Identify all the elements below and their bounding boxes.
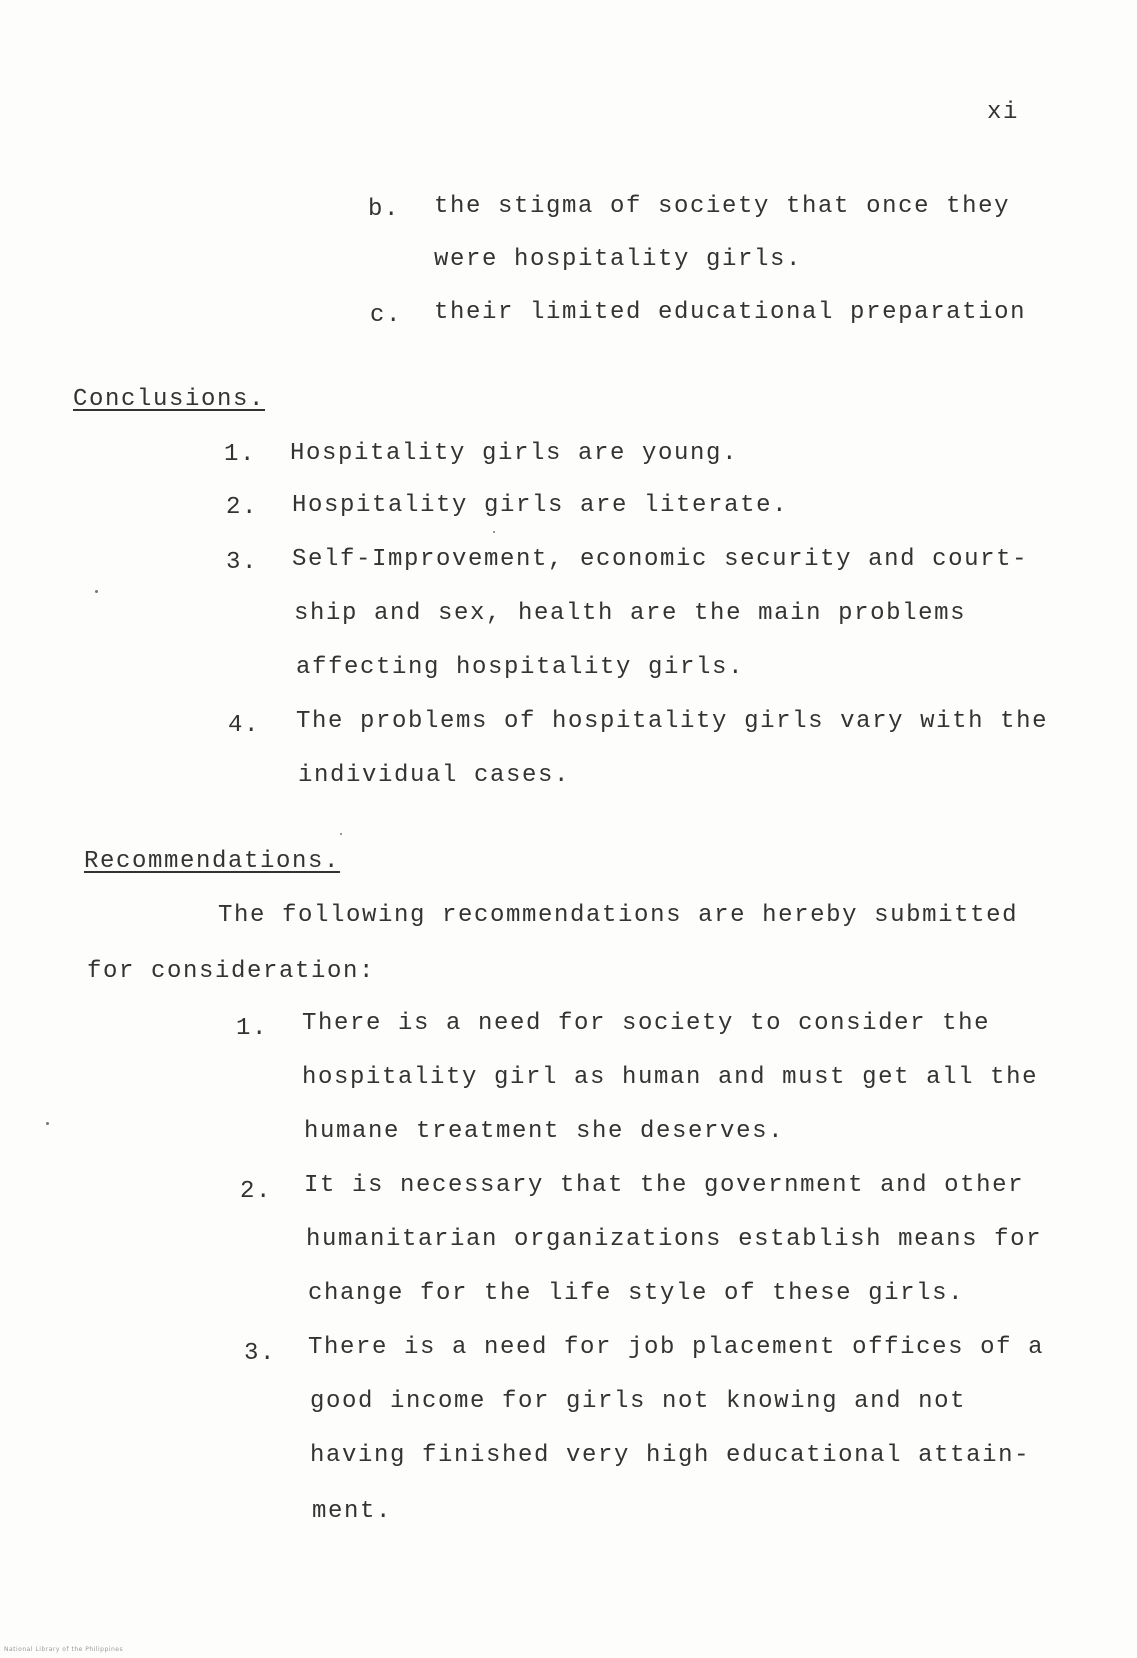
recommendation-line: humanitarian organizations establish means for	[306, 1226, 1043, 1253]
prior-item-line: their limited educational preparation	[434, 299, 1027, 326]
conclusion-line: affecting hospitality girls.	[296, 654, 745, 681]
recommendation-line: It is necessary that the government and other	[304, 1172, 1025, 1199]
conclusion-number: 2.	[226, 494, 259, 521]
conclusions-heading: Conclusions.	[73, 386, 266, 413]
page-number: xi	[987, 99, 1020, 126]
scan-speck	[46, 1122, 49, 1125]
recommendations-intro-line: for consideration:	[87, 958, 376, 985]
recommendation-line: hospitality girl as human and must get all the	[302, 1064, 1039, 1091]
recommendations-intro-line: The following recommendations are hereby submitted	[218, 902, 1019, 929]
recommendation-line: having finished very high educational attain-	[310, 1442, 1031, 1469]
recommendation-line: There is a need for job placement offices of a	[308, 1334, 1045, 1361]
prior-item-line: the stigma of society that once they	[434, 193, 1011, 220]
conclusion-number: 4.	[228, 712, 261, 739]
conclusion-number: 3.	[226, 549, 259, 576]
conclusion-line: ship and sex, health are the main problems	[294, 600, 967, 627]
recommendation-number: 2.	[240, 1178, 273, 1205]
conclusion-number: 1.	[224, 441, 257, 468]
recommendation-line: change for the life style of these girls.	[308, 1280, 965, 1307]
conclusion-line: Self-Improvement, economic security and court-	[292, 546, 1029, 573]
recommendation-line: good income for girls not knowing and not	[310, 1388, 967, 1415]
scan-speck	[493, 531, 495, 533]
prior-item-label: b.	[368, 196, 401, 223]
recommendation-number: 3.	[244, 1340, 277, 1367]
recommendations-heading: Recommendations.	[84, 848, 341, 875]
conclusion-line: individual cases.	[298, 762, 571, 789]
scan-footer: National Library of the Philippines	[4, 1646, 124, 1653]
recommendation-line: There is a need for society to consider the	[302, 1010, 991, 1037]
recommendation-line: ment.	[312, 1498, 393, 1525]
scan-speck	[340, 833, 342, 835]
recommendation-number: 1.	[236, 1015, 269, 1042]
scan-speck	[95, 590, 98, 593]
conclusion-line: Hospitality girls are literate.	[292, 492, 789, 519]
recommendation-line: humane treatment she deserves.	[304, 1118, 785, 1145]
conclusion-line: Hospitality girls are young.	[290, 440, 739, 467]
prior-item-label: c.	[370, 302, 403, 329]
conclusion-line: The problems of hospitality girls vary with the	[296, 708, 1049, 735]
prior-item-line: were hospitality girls.	[434, 246, 803, 273]
